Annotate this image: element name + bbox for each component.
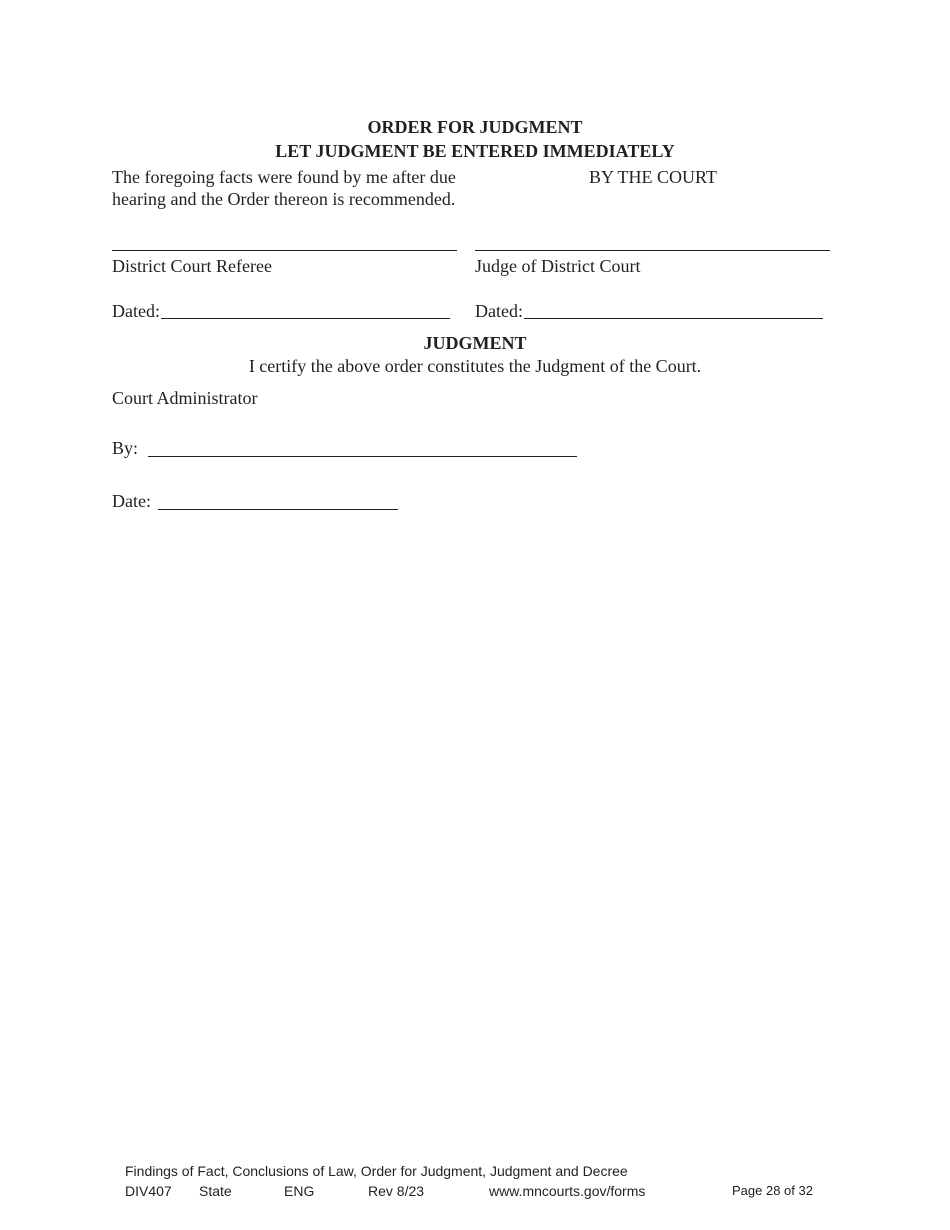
by-the-court: BY THE COURT bbox=[589, 167, 717, 187]
by-signature-field[interactable] bbox=[148, 456, 577, 457]
order-title: ORDER FOR JUDGMENT bbox=[367, 117, 583, 137]
footer-revision: Rev 8/23 bbox=[368, 1183, 425, 1199]
footer-language: ENG bbox=[284, 1183, 315, 1199]
referee-dated-field[interactable] bbox=[161, 318, 450, 319]
judgment-certification: I certify the above order constitutes the Judgment of the Court. bbox=[248, 356, 702, 376]
footer-jurisdiction: State bbox=[199, 1183, 232, 1199]
judge-dated-label: Dated: bbox=[475, 301, 523, 321]
judgment-title: JUDGMENT bbox=[423, 333, 527, 353]
footer-website[interactable]: www.mncourts.gov/forms bbox=[489, 1183, 646, 1199]
footer-page-number: Page 28 of 32 bbox=[732, 1183, 813, 1198]
date-label: Date: bbox=[112, 491, 151, 511]
referee-signature-label: District Court Referee bbox=[112, 256, 272, 276]
court-administrator-label: Court Administrator bbox=[112, 388, 258, 408]
order-subtitle: LET JUDGMENT BE ENTERED IMMEDIATELY bbox=[275, 141, 675, 161]
referee-statement-line1: The foregoing facts were found by me after due bbox=[112, 167, 456, 187]
date-field[interactable] bbox=[158, 509, 398, 510]
judge-signature-label: Judge of District Court bbox=[475, 256, 641, 276]
judge-signature-line[interactable] bbox=[475, 250, 830, 251]
referee-dated-label: Dated: bbox=[112, 301, 160, 321]
referee-signature-line[interactable] bbox=[112, 250, 457, 251]
referee-statement-line2: hearing and the Order thereon is recommended. bbox=[112, 189, 456, 209]
footer-form-title: Findings of Fact, Conclusions of Law, Order for Judgment, Judgment and Decree bbox=[125, 1163, 628, 1179]
by-label: By: bbox=[112, 438, 139, 458]
judge-dated-field[interactable] bbox=[524, 318, 823, 319]
footer-form-number: DIV407 bbox=[125, 1183, 172, 1199]
